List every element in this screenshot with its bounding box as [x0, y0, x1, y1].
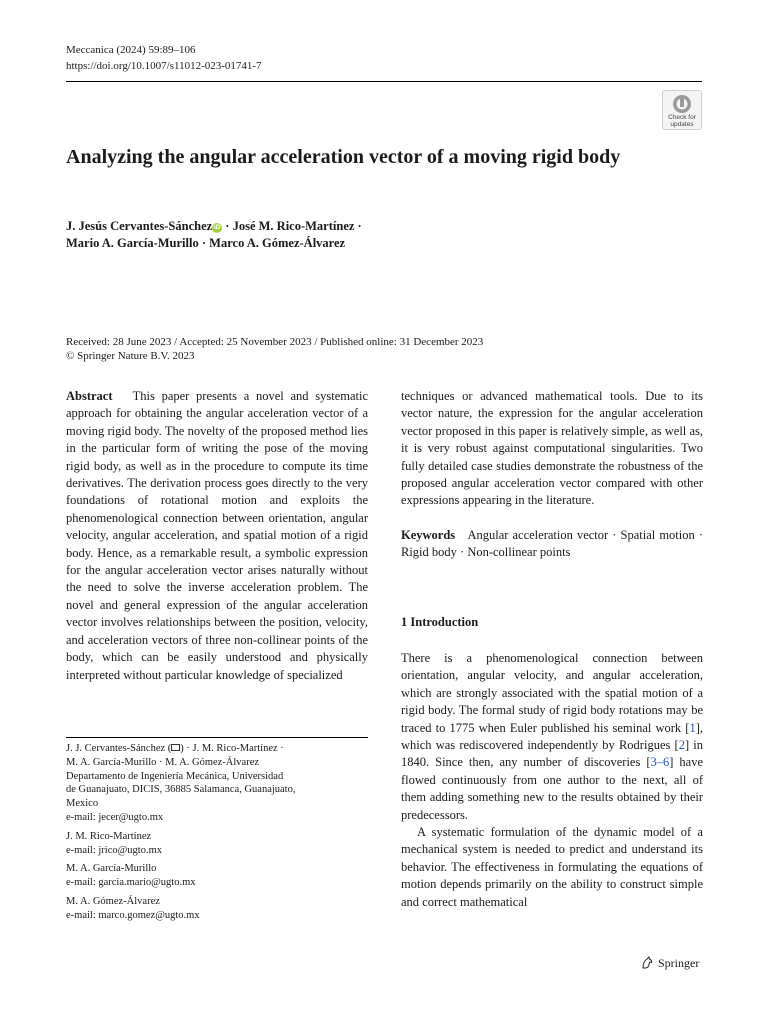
check-updates-line1: Check for	[668, 114, 696, 121]
envelope-icon[interactable]	[171, 744, 180, 751]
author-affiliations	[66, 742, 368, 928]
email-link[interactable]: e-mail: jrico@ugto.mx	[66, 844, 162, 856]
citation-link[interactable]: 1	[689, 720, 696, 735]
email-link[interactable]: e-mail: jecer@ugto.mx	[66, 811, 164, 823]
publisher-name: Springer	[658, 956, 700, 970]
publication-dates	[66, 335, 483, 363]
copyright-line: © Springer Nature B.V. 2023	[66, 350, 195, 362]
author-name[interactable]: J. Jesús Cervantes-Sánchez	[66, 219, 213, 233]
doi-link[interactable]: https://doi.org/10.1007/s11012-023-01741-7	[66, 60, 262, 72]
check-for-updates-button[interactable]	[662, 90, 702, 130]
abstract-text: This paper presents a novel and systematic approach for obtaining the angular acceleration vector of a moving rigid body. The novelty of the proposed method lies in the particular form of writing the pose of the moving rigid body, as well as in the procedure to compute its time derivatives. The derivation process goes directly to the very foundations of rotational motion and exploits the phenomenological connection between orientation, angular velocity, angular acceleration, and spatial motion of a rigid body. Hence, as a remarkable result, a symbolic expression for the angular acceleration vector arises naturally without the need to solve the inverse acceleration problem. The novel and general expression of the angular acceleration vector involves relationships between the position, velocity, and acceleration vectors of three non-collinear points of the body, which can be easily understood and physically interpreted without particular knowledge of specialized	[66, 389, 369, 682]
introduction-body	[401, 650, 703, 911]
abstract-label: Abstract	[66, 389, 113, 403]
keywords-label: Keywords	[401, 527, 456, 542]
intro-paragraph-2: A systematic formulation of the dynamic model of a mechanical system is needed to predict and understand its behavior. The effectiveness in formulating the equations of motion depends primarily on the ability to construct simple and correct mathematical	[401, 825, 703, 909]
author-list	[66, 218, 626, 252]
abstract-continued: techniques or advanced mathematical tools. Due to its vector nature, the expression for the angular acceleration vector proposed in this paper is relatively simple, as well as, it is very robust against computational singularities. Two fully detailed case studies demonstrate the robustness of the proposed angular acceleration vector compared with other expressions appearing in the literature.	[401, 389, 703, 508]
dates-line: Received: 28 June 2023 / Accepted: 25 November 2023 / Published online: 31 December 2023	[66, 336, 484, 348]
affiliation-block: M. A. Gómez-Álvarez e-mail: marco.gomez@ugto.mx	[66, 895, 368, 923]
journal-header	[66, 42, 262, 74]
abstract-column-right	[401, 388, 703, 562]
author-names: · José M. Rico-Martínez ·	[222, 219, 362, 233]
email-link[interactable]: e-mail: marco.gomez@ugto.mx	[66, 909, 200, 921]
check-updates-line2: updates	[670, 121, 694, 128]
orcid-icon[interactable]: iD	[213, 224, 221, 231]
affiliation-block: J. J. Cervantes-Sánchez ( ) · J. M. Rico-Martínez · M. A. García-Murillo · M. A. Gómez-Álvarez Departamento de Ingeniería Mecánica, Universidad de Guanajuato, DICIS, 36885 Salamanca, Guanajuato, Mexico e-mail: jecer@ugto.mx	[66, 742, 368, 825]
header-rule	[66, 81, 702, 82]
publisher-footer	[640, 955, 699, 971]
email-link[interactable]: e-mail: garcia.mario@ugto.mx	[66, 877, 196, 889]
affiliation-block: J. M. Rico-Martínez e-mail: jrico@ugto.mx	[66, 830, 368, 858]
intro-paragraph-1: There is a phenomenological connection between orientation, angular velocity, and angular acceleration, which are strongly associated with the spatial motion of a rigid body. The formal study of rigid body rotations may be traced to 1775 when Euler published his seminal work [1], which was rediscovered independently by Rodrigues [2] in 1840. Since then, any number of discoveries [3–6] have flowed continuously from one author to the next, all of them adding something new to the results obtained by their predecessors.	[401, 651, 703, 822]
affiliation-block: M. A. García-Murillo e-mail: garcia.mario@ugto.mx	[66, 862, 368, 890]
paper-title: Analyzing the angular acceleration vector of a moving rigid body	[66, 146, 621, 168]
footnote-rule	[66, 737, 368, 738]
author-names-line2: Mario A. García-Murillo · Marco A. Gómez-Álvarez	[66, 236, 346, 250]
springer-horse-icon	[640, 956, 654, 970]
journal-citation: Meccanica (2024) 59:89–106	[66, 44, 196, 56]
check-updates-icon	[672, 94, 692, 114]
abstract-column-left	[66, 388, 368, 684]
citation-link[interactable]: 3–6	[650, 755, 670, 770]
keywords-text: Angular acceleration vector · Spatial motion · Rigid body · Non-collinear points	[401, 527, 703, 560]
citation-link[interactable]: 2	[678, 738, 685, 753]
section-heading-introduction: 1 Introduction	[401, 615, 479, 629]
